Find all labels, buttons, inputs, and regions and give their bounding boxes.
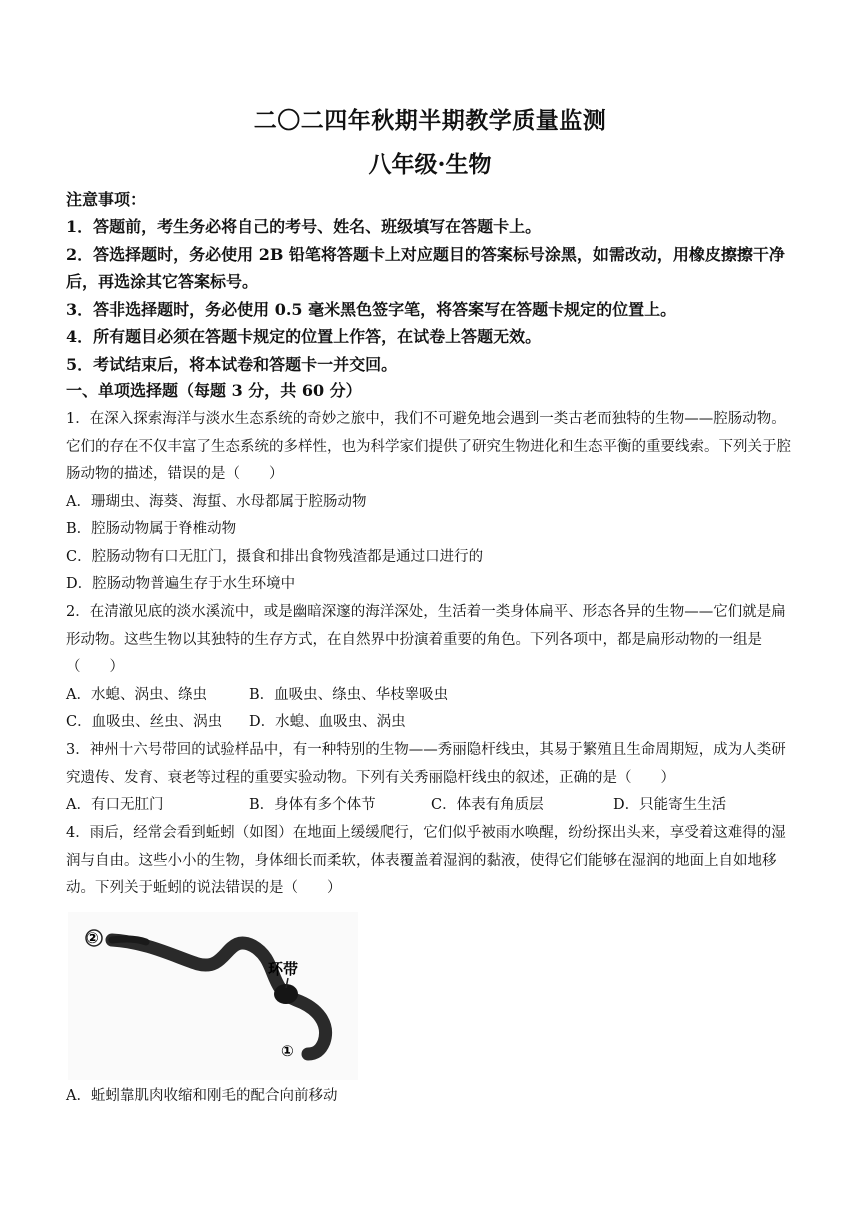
option-a: A．水螅、涡虫、绦虫 (66, 686, 207, 703)
exam-title: 二〇二四年秋期半期教学质量监测 (253, 107, 607, 134)
notice-item: 1．答题前，考生务必将自己的考号、姓名、班级填写在答题卡上。 (66, 217, 542, 236)
earthworm-figure (68, 912, 358, 1080)
question-2 (66, 599, 796, 737)
option-c: C．体表有角质层 (431, 797, 544, 813)
notice-heading: 注意事项： (66, 190, 147, 209)
notice-item: 2．答选择题时，务必使用 2B 铅笔将答题卡上对应题目的答案标号涂黑，如需改动，用橡皮擦擦干净后，再选涂其它答案标号。 (66, 244, 785, 291)
label-1: ① (281, 1042, 294, 1060)
option-row (66, 682, 796, 710)
question-stem: 4．雨后，经常会看到蚯蚓（如图）在地面上缓缓爬行，它们似乎被雨水唤醒，纷纷探出头来，享受着这难得的湿润与自由。这些小小的生物，身体细长而柔软，体表覆盖着湿润的黏液，使得它们能够在湿润的地面上自如地移动。下列关于蚯蚓的说法错误的是（ ） (66, 825, 786, 896)
question-4 (66, 820, 796, 903)
question-3 (66, 737, 796, 820)
question-1 (66, 406, 796, 599)
question-stem: 1．在深入探索海洋与淡水生态系统的奇妙之旅中，我们不可避免地会遇到一类古老而独特的生物——腔肠动物。它们的存在不仅丰富了生态系统的多样性，也为科学家们提供了研究生物进化和生态平衡的重要线索。下列关于腔肠动物的描述，错误的是（ ） (66, 411, 791, 482)
option-c: C．血吸虫、丝虫、涡虫 (66, 714, 223, 730)
question-stem: 2．在清澈见底的淡水溪流中，或是幽暗深邃的海洋深处，生活着一类身体扁平、形态各异的生物——它们就是扁形动物。这些生物以其独特的生存方式，在自然界中扮演着重要的角色。下列各项中，都是扁形动物的一组是（ ） (66, 604, 786, 675)
option-b: B．血吸虫、绦虫、华枝睾吸虫 (249, 686, 449, 703)
notice-list (66, 213, 796, 378)
section-heading: 一、单项选择题（每题 3 分，共 60 分） (66, 381, 362, 400)
option-d: D．水螅、血吸虫、涡虫 (249, 714, 406, 730)
option-c: C．腔肠动物有口无肛门，摄食和排出食物残渣都是通过口进行的 (66, 548, 484, 565)
option-a: A．蚯蚓靠肌肉收缩和刚毛的配合向前移动 (66, 1088, 338, 1104)
option-b: B．腔肠动物属于脊椎动物 (66, 521, 237, 537)
earthworm-head (112, 939, 146, 942)
option-b: B．身体有多个体节 (249, 797, 376, 813)
notice-item: 4．所有题目必须在答题卡规定的位置上作答，在试卷上答题无效。 (66, 327, 542, 346)
option-a: A．珊瑚虫、海葵、海蜇、水母都属于腔肠动物 (66, 493, 367, 510)
question-stem: 3．神州十六号带回的试验样品中，有一种特别的生物——秀丽隐杆线虫，其易于繁殖且生命周期短，成为人类研究遗传、发育、衰老等过程的重要实验动物。下列有关秀丽隐杆线虫的叙述，正确的是（ ） (66, 742, 786, 786)
option-row (66, 709, 796, 737)
option-d: D．腔肠动物普遍生存于水生环境中 (66, 576, 296, 592)
notice-item: 5．考试结束后，将本试卷和答题卡一并交回。 (66, 354, 398, 374)
clitellum-label: 环带 (268, 960, 299, 978)
notice-item: 3．答非选择题时，务必使用 0.5 毫米黑色签字笔，将答案写在答题卡规定的位置上。 (66, 299, 677, 319)
option-a: A．有口无肛门 (66, 797, 164, 813)
option-d: D．只能寄生生活 (613, 797, 727, 813)
exam-subtitle: 八年级·生物 (368, 151, 492, 178)
label-2: ② (86, 929, 99, 947)
earthworm-illustration (68, 912, 358, 1080)
option-row (66, 792, 796, 820)
